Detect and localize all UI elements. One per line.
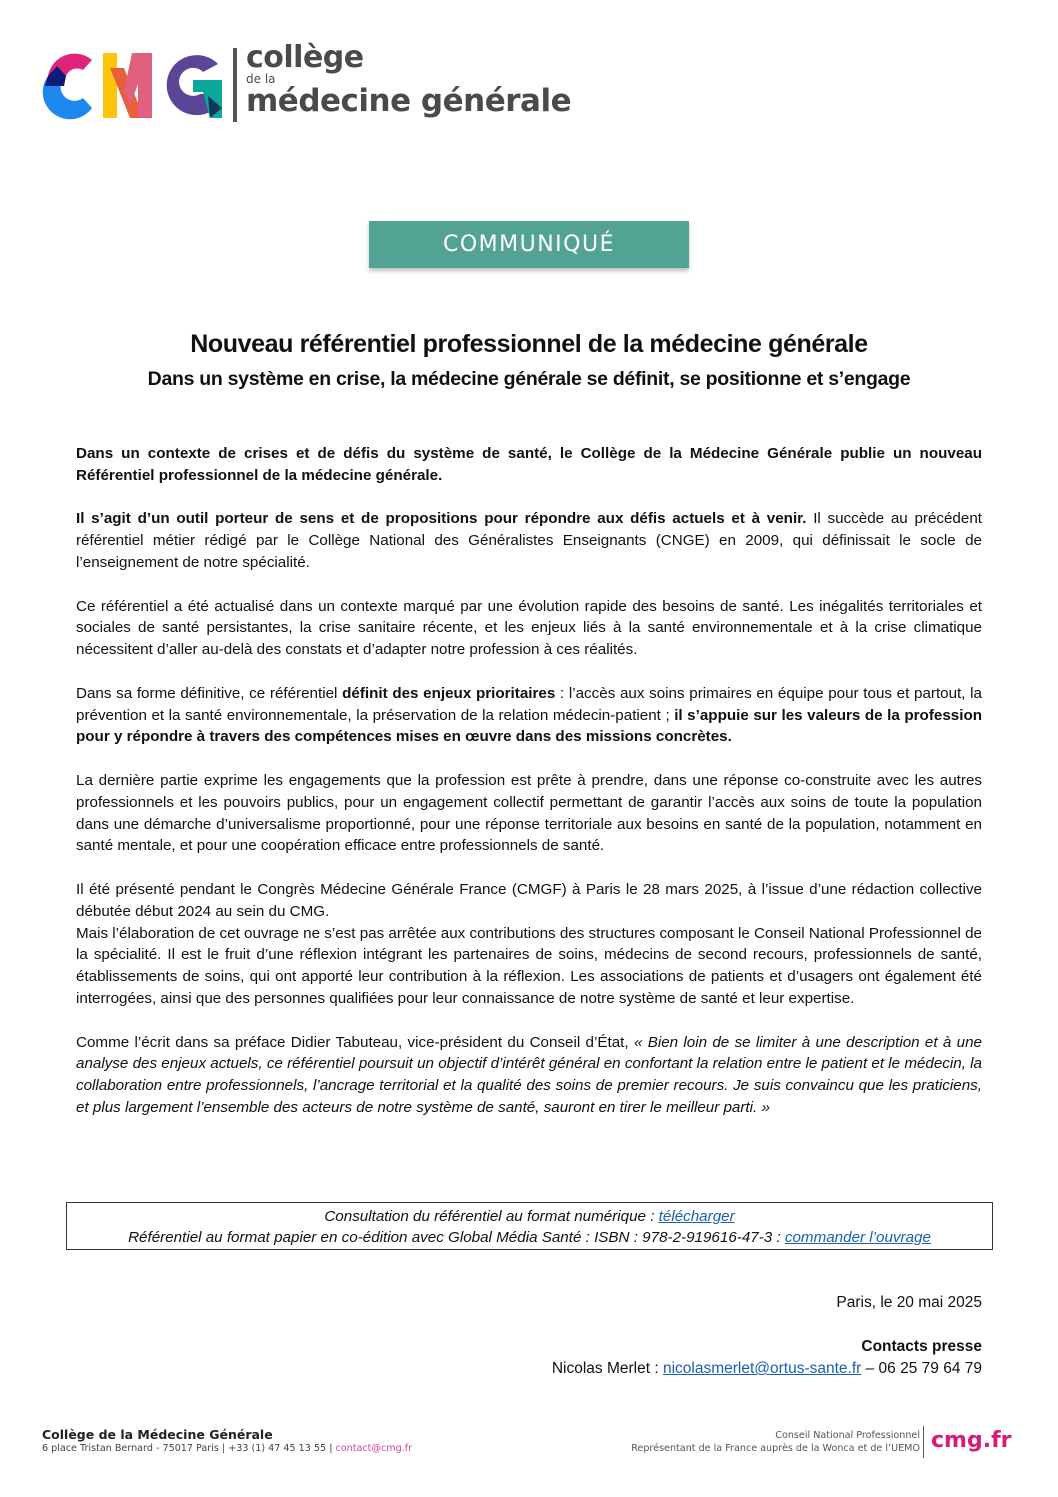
press-release-body: [76, 443, 982, 1141]
forme-bold-d: il s’appuie sur les valeurs de la profession pour y répondre à travers des compétences mises en œuvre dans des missions concrètes.: [76, 706, 982, 746]
footer-address-text: 6 place Tristan Bernard - 75017 Paris | +33 (1) 47 45 13 55 |: [42, 1443, 336, 1454]
footer-site-link[interactable]: cmg.fr: [931, 1428, 1012, 1453]
footer-address: [42, 1442, 412, 1455]
outil-bold: Il s’agit d’un outil porteur de sens et de propositions pour répondre aux défis actuels et à venir.: [76, 510, 807, 528]
paragraph-outil: [76, 508, 982, 573]
paragraph-engagements: La dernière partie exprime les engagements que la profession est prête à prendre, dans une réponse co-construite avec les autres professionnels et les pouvoirs publics, pour un engagement collectif permettant de garantir l’accès aux soins de toute la population dans une démarche d’universalisme proportionné, pour une réponse territoriale aux besoins en santé de la population, notamment en santé mentale, et pour une coopération efficace entre professionnels de santé.: [76, 771, 982, 855]
paper-label: Référentiel au format papier en co-édition avec Global Média Santé : ISBN : 978-2-919616-47-3 :: [128, 1229, 785, 1246]
paragraph-preface: [76, 1032, 982, 1119]
logo-line-medecine: médecine générale: [246, 83, 572, 119]
paragraph-actualise: Ce référentiel a été actualisé dans un contexte marqué par une évolution rapide des besoins de santé. Les inégalités territoriales et sociales de santé persistantes, la crise sanitaire récente, et les enjeux liés à la santé environnementale et à la crise climatique nécessitent d’aller au-delà des constats et d’adapter notre profession à ces réalités.: [76, 597, 982, 659]
forme-text-a: Dans sa forme définitive, ce référentiel: [76, 684, 343, 702]
paragraph-congres: Il été présenté pendant le Congrès Médecine Générale France (CMGF) à Paris le 28 mars 2025, à l’issue d’une rédaction collective débutée début 2024 au sein du CMG.: [76, 880, 982, 920]
box-line-paper: [67, 1227, 992, 1248]
forme-bold-b: définit des enjeux prioritaires: [342, 684, 556, 702]
footer-email-link[interactable]: contact@cmg.fr: [335, 1443, 413, 1454]
footer-left: [42, 1427, 412, 1455]
referentiel-links-box: [66, 1202, 993, 1250]
cmg-logo: [40, 40, 600, 126]
press-contact: [552, 1360, 982, 1378]
page-subtitle: Dans un système en crise, la médecine générale se définit, se positionne et s’engage: [147, 368, 911, 390]
page-title: Nouveau référentiel professionnel de la médecine générale: [190, 330, 868, 358]
logo-line-college: collège: [246, 40, 364, 75]
paragraph-forme: [76, 683, 982, 748]
contact-name: Nicolas Merlet :: [551, 1360, 663, 1377]
footer-org-name: Collège de la Médecine Générale: [42, 1427, 273, 1442]
logo-g-bar: [193, 80, 222, 92]
digital-label: Consultation du référentiel au format numérique :: [324, 1208, 659, 1225]
footer-cnp: Conseil National Professionnel: [775, 1430, 920, 1441]
footer-wonca: Représentant de la France auprès de la Wonca et de l’UEMO: [631, 1443, 920, 1454]
logo-wordmark: [246, 42, 571, 117]
contact-email-link[interactable]: nicolasmerlet@ortus-sante.fr: [662, 1360, 862, 1377]
preface-quote: « Bien loin de se limiter à une description et à une analyse des enjeux actuels, ce référentiel poursuit un objectif d’intérêt général en confortant la relation entre le patient et le médecin, la collaboration entre professionnels, l’ancrage territorial et la qualité des soins de premier recours. Je suis convaincu que les praticiens, et plus largement l’ensemble des acteurs de notre système de santé, sauront en tirer le meilleur parti. »: [76, 1033, 982, 1116]
box-line-digital: [67, 1206, 992, 1227]
forme-text-c: : l’accès aux soins primaires en équipe pour tous et partout, la prévention et la santé environnementale, la préservation de la relation médecin-patient ;: [76, 684, 982, 724]
intro-bold: Dans un contexte de crises et de défis du système de santé, le Collège de la Médecine Générale publie un nouveau Référentiel professionnel de la médecine générale.: [76, 445, 982, 484]
press-contacts-heading: Contacts presse: [861, 1338, 982, 1355]
footer-right: [631, 1429, 920, 1455]
contact-phone: – 06 25 79 64 79: [861, 1360, 982, 1377]
preface-text: Comme l’écrit dans sa préface Didier Tabuteau, vice-président du Conseil d’État,: [76, 1033, 634, 1051]
paragraph-intro: [76, 443, 982, 487]
download-link[interactable]: télécharger: [658, 1208, 735, 1225]
outil-text: Il succède au précédent référentiel métier rédigé par le Collège National des Généralistes Enseignants (CNGE) en 2009, qui définissait le socle de l’enseignement de notre spécialité.: [76, 510, 982, 571]
cmg-logo-mark: [40, 46, 226, 120]
logo-line-dela: de la: [246, 72, 276, 86]
communique-badge: COMMUNIQUÉ: [369, 221, 689, 268]
logo-divider: [233, 48, 237, 122]
release-date: Paris, le 20 mai 2025: [836, 1294, 982, 1311]
footer-divider: [923, 1426, 924, 1458]
paragraph-elaboration: Mais l’élaboration de cet ouvrage ne s’est pas arrêtée aux contributions des structures composant le Conseil National Professionnel de la spécialité. Il est le fruit d’une réflexion intégrant les partenaires de soins, médecins de second recours, professionnels de santé, établissements de soins, qui ont apporté leur contribution à la réflexion. Les associations de patients et d’usagers ont également été interrogées, ainsi que des personnes qualifiées pour leur connaissance de notre système de santé et leur expertise.: [76, 924, 982, 1007]
order-book-link[interactable]: commander l’ouvrage: [784, 1229, 931, 1246]
logo-m-left: [103, 53, 117, 118]
